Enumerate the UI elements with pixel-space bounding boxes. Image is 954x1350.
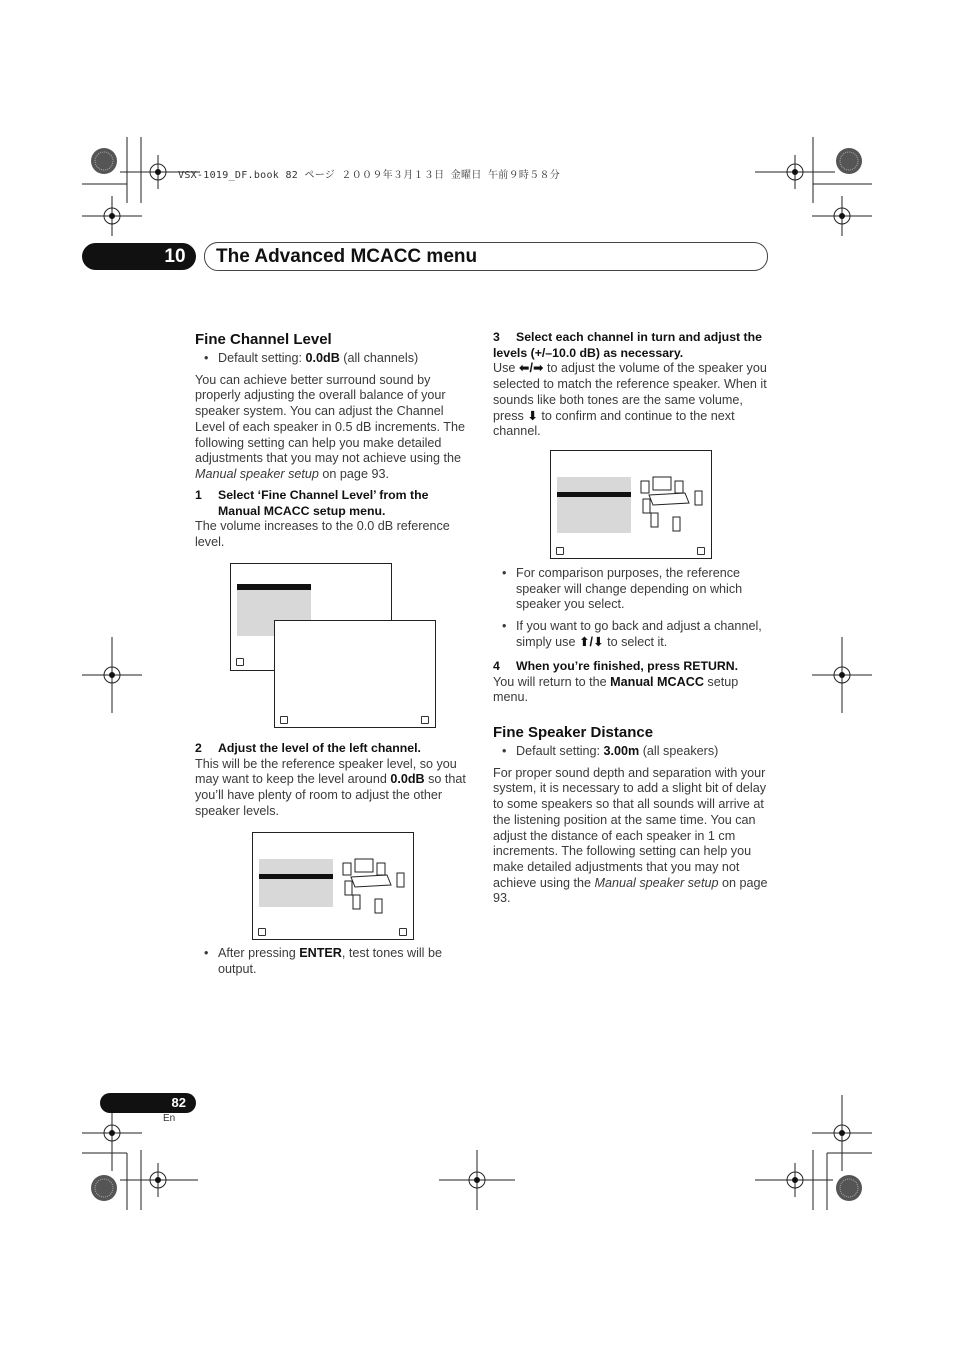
screen-illustration-speakers-left bbox=[252, 832, 414, 940]
notes-list bbox=[516, 566, 766, 651]
speaker-layout-icon bbox=[637, 473, 707, 535]
fine-speaker-distance-section bbox=[493, 724, 768, 907]
step-4-text: You will return to the Manual MCACC setup menu. bbox=[493, 674, 739, 705]
step-1: 1 Select ‘Fine Channel Level’ from the Manual MCACC setup menu. The volume increases to the 0.0 dB reference level. bbox=[195, 488, 470, 551]
intro-paragraph: You can achieve better surround sound by properly adjusting the overall balance of your speaker system. You can adjust the Channel Level of each speaker in 0.5 dB increments. The following setting can help you make detailed adjustments that you may not achieve using the Manual speaker setup on page 93. bbox=[195, 372, 465, 481]
distance-paragraph: For proper sound depth and separation with your system, it is necessary to add a slight bit of delay to some speakers so that all sounds will arrive at the listening position at the same time. You can adjust the distance of each speaker in 1 cm increments. The following setting can help you make detailed adjustments that you may not achieve using the Manual speaker setup on page 93. bbox=[493, 765, 768, 906]
page-number: 82 bbox=[171, 1095, 186, 1110]
speaker-layout-icon bbox=[339, 855, 409, 917]
screen-illustration-speakers-right bbox=[550, 450, 712, 559]
step-1-text: The volume increases to the 0.0 dB reference level. bbox=[195, 519, 450, 550]
step-3: 3 Select each channel in turn and adjust the levels (+/–10.0 dB) as necessary. Use ⬅/➡ to adjust the volume of the speaker you selected to match the reference speaker. When it sounds like both tones are the same volume, press ⬇ to confirm and continue to the next channel. bbox=[493, 330, 767, 439]
step-3-text: Use ⬅/➡ to adjust the volume of the speaker you selected to match the reference speaker. When it sounds like both tones are the same volume, press ⬇ to confirm and continue to the next channel. bbox=[493, 361, 767, 439]
section-heading: Fine Speaker Distance bbox=[493, 724, 654, 741]
step-4: 4 When you’re finished, press RETURN. You will return to the Manual MCACC setup menu. bbox=[493, 659, 768, 706]
print-header: VSX-1019_DF.book 82 ページ ２００９年３月１３日 金曜日 午前９時５８分 bbox=[178, 170, 561, 181]
after-enter-note: • After pressing ENTER, test tones will be output. bbox=[218, 946, 468, 977]
page-language: En bbox=[163, 1113, 176, 1124]
note-reference-speaker: • For comparison purposes, the reference speaker will change depending on which speaker you select. bbox=[516, 566, 766, 613]
step-2: 2 Adjust the level of the left channel. This will be the reference speaker level, so you may want to keep the level around 0.0dB so that you’ll have plenty of room to adjust the other speaker levels. bbox=[195, 741, 470, 820]
chapter-number: 10 bbox=[164, 246, 186, 267]
default-setting: • Default setting: 3.00m (all speakers) bbox=[516, 744, 768, 760]
fine-channel-level-section bbox=[195, 331, 470, 483]
default-setting: • Default setting: 0.0dB (all channels) bbox=[218, 351, 470, 367]
screen-illustration-level bbox=[274, 620, 436, 728]
section-heading: Fine Channel Level bbox=[195, 331, 332, 348]
step-2-text: This will be the reference speaker level, so you may want to keep the level around 0.0dB so that you’ll have plenty of room to adjust the other speaker levels. bbox=[195, 756, 466, 818]
chapter-title: The Advanced MCACC menu bbox=[216, 246, 478, 267]
note-go-back: • If you want to go back and adjust a channel, simply use ⬆/⬇ to select it. bbox=[516, 619, 766, 650]
